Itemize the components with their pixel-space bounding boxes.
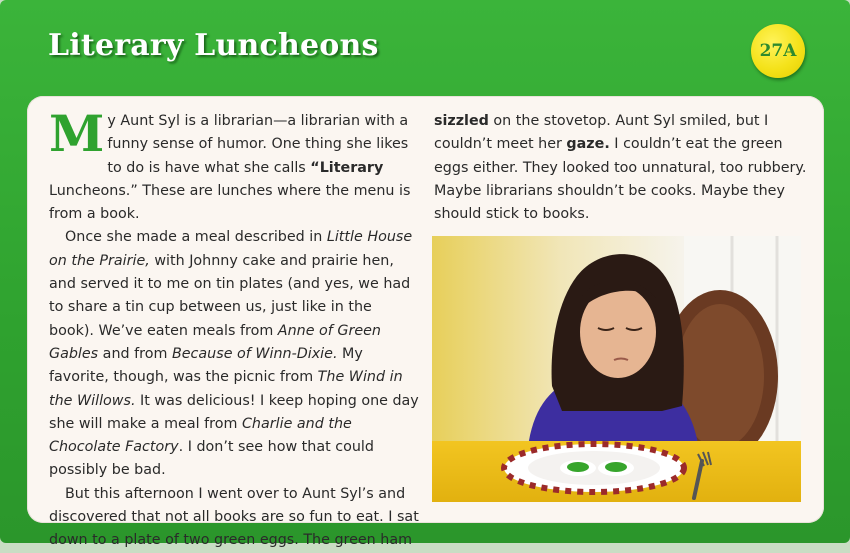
story-text: y Aunt Syl is a librarian—a librarian with a funny sense of humor. One thing she likes to do is have what she calls [107, 113, 409, 176]
page-title: Literary Luncheons [48, 28, 379, 63]
book-title: The Wind in the Willows. [49, 369, 403, 409]
story-paragraph-4 [434, 110, 812, 226]
story-text: and from [98, 345, 172, 362]
book-title: Charlie and the Chocolate Factory [49, 415, 352, 456]
story-column-left [49, 104, 421, 553]
girl-with-green-eggs-photo [432, 236, 801, 502]
story-text: I couldn’t eat the green eggs either. They looked too unnatural, too rubbery. Maybe librarians shouldn’t be cooks. Maybe they should stick to books. [434, 136, 807, 223]
story-text: on the stovetop. Aunt Syl smiled, but I couldn’t meet her [434, 113, 769, 153]
book-title: Little House on the Prairie, [49, 229, 413, 269]
book-title: Because of Winn-Dixie. [171, 345, 338, 362]
story-text: Once she made a meal described in [65, 229, 327, 246]
story-paragraph-3: But this afternoon I went over to Aunt Syl’s and discovered that not all books are so fun to eat. I sat down to a plate of two green eggs. The green ham [49, 485, 419, 549]
lesson-badge: 27A [751, 24, 805, 78]
book-title: Anne of Green Gables [49, 322, 381, 362]
story-paragraph-2 [49, 226, 421, 482]
vocab-word: sizzled [434, 113, 489, 129]
story-text: It was delicious! I keep hoping one day she will make a meal from [49, 392, 419, 432]
story-text: . I don’t see how that could possibly be bad. [49, 439, 374, 479]
story-column-right [434, 110, 812, 226]
story-text: My favorite, though, was the picnic from [49, 345, 363, 386]
vocab-word: “Literary [310, 159, 384, 176]
story-text: Luncheons.” These are lunches where the menu is from a book. [49, 182, 411, 223]
story-paragraph-1 [49, 104, 421, 226]
drop-cap: M [49, 104, 105, 163]
vocab-word: gaze. [566, 136, 610, 153]
story-text: with Johnny cake and prairie hen, and served it to me on tin plates (and yes, we had to share a tin cup between us, just like in the book). We’ve eaten meals from [49, 252, 411, 339]
